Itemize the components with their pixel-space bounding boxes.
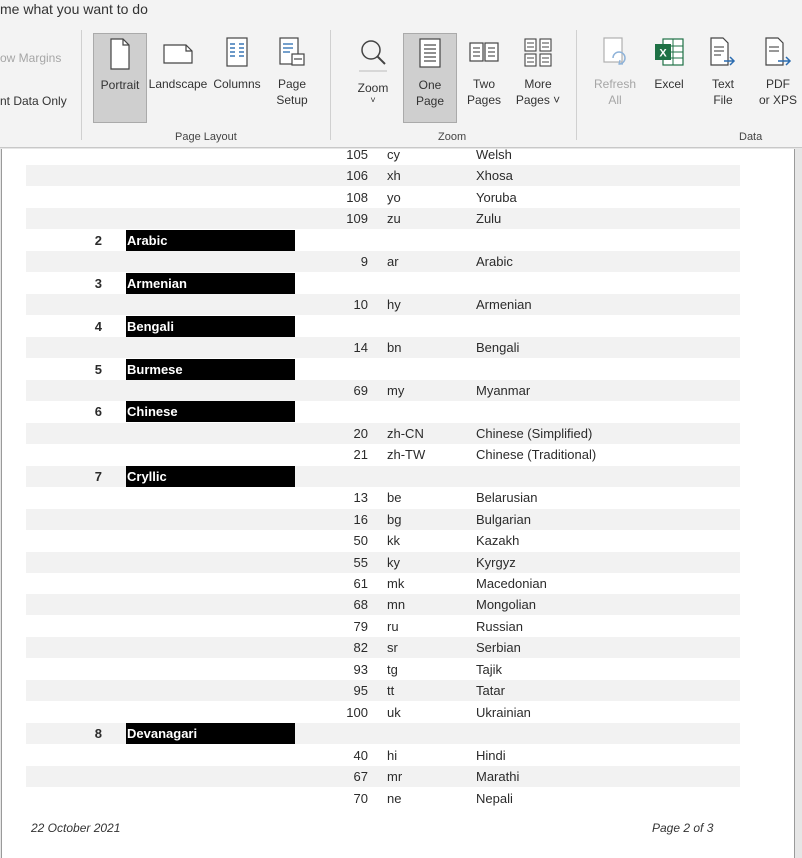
group-header-row [26, 316, 740, 337]
language-name: Xhosa [476, 168, 513, 184]
group-label-page-layout: Page Layout [175, 131, 237, 143]
language-id: 69 [353, 382, 368, 398]
table-row [26, 552, 740, 573]
group-label-zoom: Zoom [438, 131, 467, 143]
table-row [26, 509, 740, 530]
pdf-xps-label: PDF or XPS [758, 77, 797, 107]
zoom-label: Zoom [357, 81, 389, 95]
language-id: 14 [353, 340, 368, 356]
language-code: hy [387, 297, 401, 313]
group-header-row [26, 401, 740, 422]
table-row [26, 337, 740, 358]
language-code: ne [387, 790, 402, 806]
landscape-button[interactable] [149, 33, 207, 123]
language-id: 67 [353, 769, 368, 785]
one-page-icon [418, 38, 442, 70]
language-id: 9 [360, 254, 368, 270]
language-name: Bulgarian [476, 511, 531, 527]
table-row [26, 208, 740, 229]
language-name: Mongolian [476, 597, 536, 613]
text-file-icon [708, 37, 738, 69]
language-id: 13 [353, 490, 368, 506]
language-name: Marathi [476, 769, 520, 785]
language-id: 70 [353, 790, 368, 806]
language-id: 21 [353, 447, 368, 463]
group-number: 2 [94, 232, 102, 248]
columns-label: Columns [213, 77, 261, 91]
group-number: 7 [94, 468, 102, 484]
one-page-button[interactable] [403, 33, 457, 123]
group-header-row [26, 466, 740, 487]
language-code: zu [387, 211, 401, 227]
language-name: Serbian [476, 640, 521, 656]
language-code: mk [387, 576, 405, 591]
group-number: 5 [94, 361, 102, 377]
language-id: 40 [353, 747, 368, 763]
group-header-row [26, 359, 740, 380]
table-row [26, 637, 740, 658]
language-name: Belarusian [476, 490, 538, 506]
language-name: Hindi [476, 747, 506, 763]
group-separator [330, 30, 331, 140]
columns-button[interactable] [211, 33, 263, 123]
language-id: 105 [346, 147, 368, 162]
more-pages-icon [522, 37, 554, 69]
table-row [26, 788, 740, 809]
table-row [26, 423, 740, 444]
language-code: bg [387, 511, 402, 527]
language-id: 16 [353, 511, 368, 527]
language-code: zh-CN [387, 425, 424, 441]
table-row [26, 165, 740, 186]
language-code: tt [387, 683, 395, 699]
language-name: Myanmar [476, 382, 531, 398]
language-name: Chinese (Traditional) [476, 447, 597, 463]
language-code: bn [387, 340, 402, 356]
group-separator [81, 30, 82, 140]
group-separator [576, 30, 577, 140]
show-margins-checkbox[interactable]: ow Margins [0, 51, 62, 65]
group-name: Burmese [126, 359, 295, 380]
language-name: Russian [476, 618, 523, 634]
language-name: Ukrainian [476, 704, 531, 720]
language-name: Chinese (Simplified) [476, 425, 593, 441]
table-row [26, 487, 740, 508]
language-id: 10 [353, 297, 368, 313]
refresh-all-button[interactable] [590, 33, 640, 123]
more-pages-label: More Pages ˅ [515, 77, 561, 107]
language-id: 93 [353, 661, 368, 677]
table-row [26, 294, 740, 315]
excel-label: Excel [654, 77, 684, 91]
landscape-label: Landscape [148, 77, 208, 91]
refresh-all-label: Refresh All [593, 77, 637, 107]
group-number: 8 [94, 726, 102, 742]
table-row [26, 573, 740, 594]
pdf-xps-export-button[interactable] [755, 33, 801, 123]
language-code: mn [387, 597, 406, 613]
language-name: Welsh [476, 147, 512, 162]
group-name: Arabic [126, 230, 295, 251]
print-data-only-checkbox[interactable]: nt Data Only [0, 94, 67, 108]
text-file-export-button[interactable] [700, 33, 746, 123]
group-number: 3 [94, 275, 102, 291]
group-header-row [26, 230, 740, 251]
language-name: Macedonian [476, 576, 547, 591]
group-header-row [26, 723, 740, 744]
language-name: Nepali [476, 790, 513, 806]
table-row [26, 380, 740, 401]
print-preview-ribbon [0, 0, 802, 148]
language-id: 82 [353, 640, 368, 656]
table-row [26, 144, 740, 165]
language-code: yo [387, 189, 401, 205]
refresh-icon [601, 37, 629, 69]
table-row [26, 616, 740, 637]
language-code: ar [387, 254, 399, 270]
footer-page-number: Page 2 of 3 [652, 821, 714, 835]
table-row [26, 659, 740, 680]
one-page-label: One Page [415, 78, 445, 108]
group-name: Bengali [126, 316, 295, 337]
language-name: Zulu [476, 211, 502, 227]
language-code: hi [387, 747, 398, 763]
columns-icon [225, 37, 249, 69]
language-name: Tajik [476, 661, 503, 677]
portrait-button[interactable] [93, 33, 147, 123]
group-name: Chinese [126, 401, 295, 422]
table-row [26, 530, 740, 551]
two-pages-label: Two Pages [466, 77, 502, 107]
language-code: ru [387, 618, 399, 634]
chevron-down-icon: ˅ [370, 95, 376, 105]
language-id: 20 [353, 425, 368, 441]
language-name: Armenian [476, 297, 532, 313]
table-row [26, 444, 740, 465]
language-code: cy [387, 147, 400, 162]
language-code: ky [387, 554, 400, 570]
language-code: be [387, 490, 402, 506]
table-row [26, 187, 740, 208]
language-code: sr [387, 640, 398, 656]
table-row [26, 251, 740, 272]
zoom-button[interactable] [349, 33, 397, 123]
language-name: Arabic [476, 254, 513, 270]
language-name: Bengali [476, 340, 520, 356]
excel-export-button[interactable] [647, 33, 691, 123]
pdf-icon [763, 37, 793, 69]
portrait-label: Portrait [100, 78, 140, 92]
language-id: 106 [346, 168, 368, 184]
text-file-label: Text File [711, 77, 734, 107]
language-code: xh [387, 168, 401, 184]
magnifier-icon [357, 37, 389, 73]
group-number: 4 [94, 318, 102, 334]
group-number: 6 [94, 404, 102, 420]
table-row [26, 766, 740, 787]
language-code: mr [387, 769, 403, 785]
tell-me-search[interactable]: me what you want to do [0, 1, 148, 17]
language-code: uk [387, 704, 401, 720]
language-id: 55 [353, 554, 368, 570]
language-code: kk [387, 533, 400, 549]
report-page [1, 149, 795, 858]
language-code: tg [387, 661, 398, 677]
language-id: 68 [353, 597, 368, 613]
group-label-data: Data [739, 131, 763, 143]
language-name: Yoruba [476, 189, 517, 205]
page-setup-icon [278, 37, 306, 69]
language-name: Tatar [476, 683, 505, 699]
language-name: Kyrgyz [476, 554, 516, 570]
table-row [26, 702, 740, 723]
more-pages-button[interactable] [512, 33, 564, 123]
language-code: my [387, 382, 405, 398]
group-name: Cryllic [126, 466, 295, 487]
two-pages-button[interactable] [461, 33, 507, 123]
language-id: 100 [346, 704, 368, 720]
table-row [26, 745, 740, 766]
group-header-row [26, 273, 740, 294]
language-id: 95 [353, 683, 368, 699]
svg-text:X: X [659, 47, 667, 60]
group-name: Devanagari [126, 723, 295, 744]
language-id: 50 [353, 533, 368, 549]
landscape-icon [162, 37, 194, 69]
excel-icon [653, 37, 685, 69]
language-id: 109 [346, 211, 368, 227]
table-row [26, 680, 740, 701]
language-id: 108 [346, 189, 368, 205]
page-setup-label: Page Setup [276, 77, 308, 107]
language-code: zh-TW [387, 447, 426, 463]
portrait-icon [108, 38, 132, 70]
group-name: Armenian [126, 273, 295, 294]
two-pages-icon [468, 37, 500, 69]
language-name: Kazakh [476, 533, 520, 549]
language-id: 79 [353, 618, 368, 634]
language-id: 61 [353, 576, 368, 591]
page-setup-button[interactable] [268, 33, 316, 123]
table-row [26, 594, 740, 615]
footer-date: 22 October 2021 [31, 821, 121, 835]
